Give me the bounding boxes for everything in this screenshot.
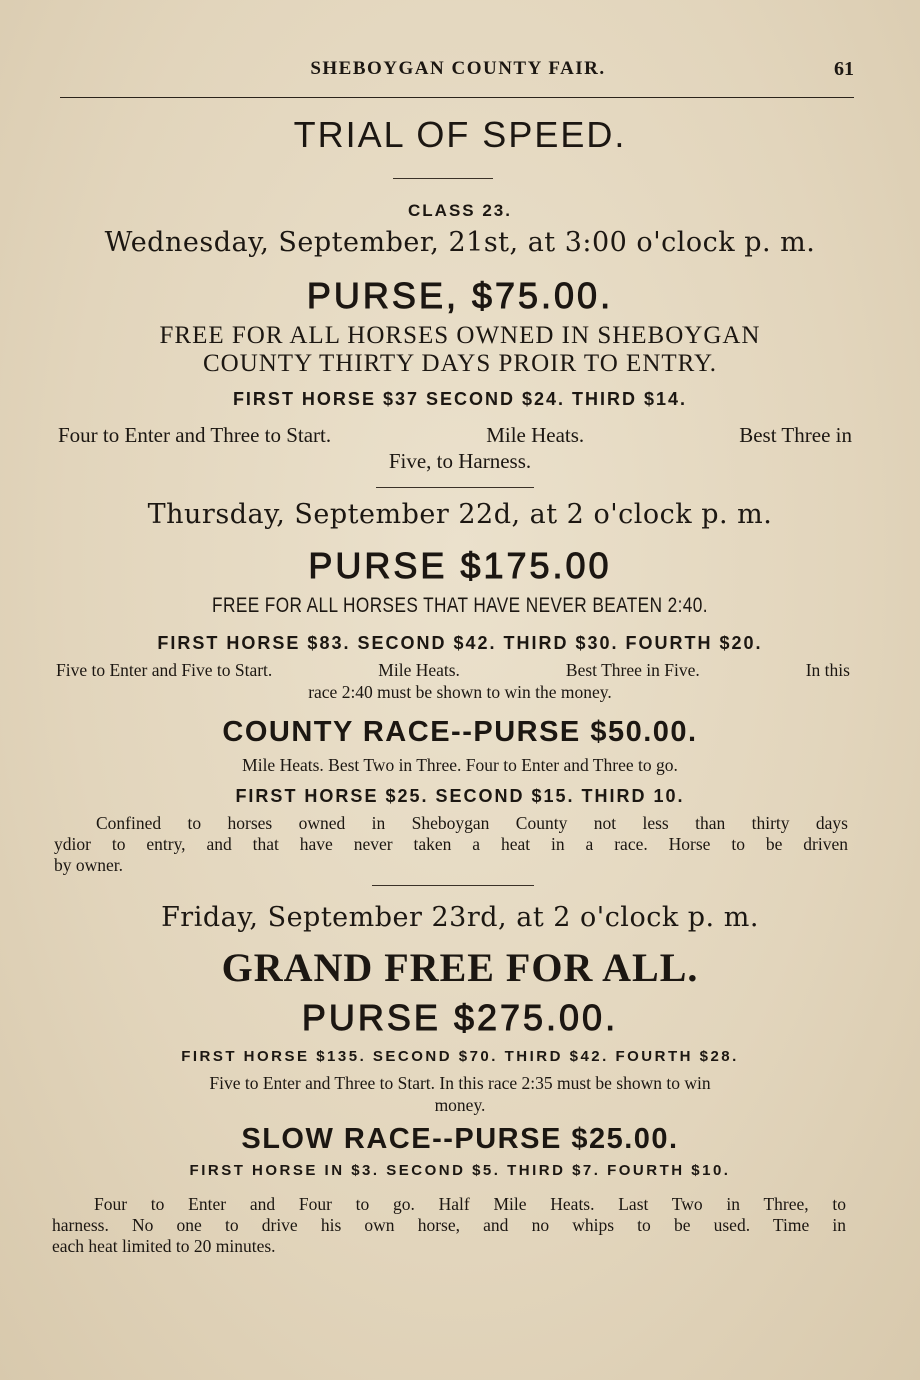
thursday-terms-best: Best Three in Five.: [565, 660, 700, 680]
title-divider: [393, 178, 493, 179]
thursday-terms-line-1: [56, 660, 850, 681]
friday-terms-line-2: money.: [434, 1095, 486, 1115]
county-race-divider: [372, 885, 534, 886]
page-title: TRIAL OF SPEED.: [293, 114, 627, 155]
county-race-note-line-2: ydior to entry, and that have never taken a heat in a race. Horse to be driven: [54, 834, 848, 854]
county-race-note-line-1: Confined to horses owned in Sheboygan County not less than thirty days: [96, 813, 848, 833]
wednesday-divider: [376, 487, 534, 488]
thursday-terms-line-2: race 2:40 must be shown to win the money.: [308, 682, 612, 702]
running-header: [62, 58, 854, 86]
thursday-day-line: Thursday, September 22d, at 2 o'clock p. m.: [147, 499, 773, 530]
wednesday-condition-line-1: FREE FOR ALL HORSES OWNED IN SHEBOYGAN: [159, 322, 761, 349]
thursday-condition: FREE FOR ALL HORSES THAT HAVE NEVER BEATEN 2:40.: [212, 594, 708, 617]
friday-day-line: Friday, September 23rd, at 2 o'clock p. m.: [161, 902, 759, 933]
slow-race-heading: SLOW RACE--PURSE $25.00.: [241, 1123, 679, 1155]
wednesday-terms-line-2: Five, to Harness.: [388, 449, 532, 473]
slow-race-note-line-3: each heat limited to 20 minutes.: [52, 1236, 276, 1256]
wednesday-terms-best: Best Three in: [739, 423, 852, 447]
thursday-terms-entry: Five to Enter and Five to Start.: [56, 660, 273, 680]
wednesday-terms-heats: Mile Heats.: [486, 423, 585, 447]
slow-race-note-line-2: harness. No one to drive his own horse, and no whips to be used. Time in: [52, 1215, 846, 1235]
thursday-prizes: FIRST HORSE $83. SECOND $42. THIRD $30. FOURTH $20.: [157, 633, 763, 653]
thursday-terms-tail: In this: [805, 660, 850, 680]
county-race-note-line-3: by owner.: [54, 855, 124, 875]
friday-terms-line-1: Five to Enter and Three to Start. In this race 2:35 must be shown to win: [209, 1073, 711, 1093]
running-title: SHEBOYGAN COUNTY FAIR.: [310, 58, 606, 79]
page-number: 61: [834, 58, 854, 80]
wednesday-prizes: FIRST HORSE $37 SECOND $24. THIRD $14.: [232, 389, 688, 409]
header-rule: [60, 97, 854, 98]
friday-purse: PURSE $275.00.: [301, 997, 619, 1038]
slow-race-note: [52, 1194, 846, 1257]
thursday-terms-heats: Mile Heats.: [378, 660, 460, 680]
county-race-terms: Mile Heats. Best Two in Three. Four to Enter and Three to go.: [242, 755, 678, 775]
class-label: CLASS 23.: [408, 201, 512, 220]
wednesday-terms-entry: Four to Enter and Three to Start.: [58, 423, 332, 447]
thursday-purse: PURSE $175.00: [308, 545, 612, 586]
friday-grand-heading: GRAND FREE FOR ALL.: [221, 945, 699, 990]
friday-prizes: FIRST HORSE $135. SECOND $70. THIRD $42. FOURTH $28.: [181, 1048, 739, 1065]
slow-race-note-line-1: Four to Enter and Four to go. Half Mile Heats. Last Two in Three, to: [94, 1194, 846, 1214]
county-race-heading: COUNTY RACE--PURSE $50.00.: [222, 716, 698, 748]
wednesday-day-line: Wednesday, September, 21st, at 3:00 o'clock p. m.: [104, 227, 816, 258]
county-race-note: [54, 813, 848, 876]
county-race-prizes: FIRST HORSE $25. SECOND $15. THIRD 10.: [235, 786, 685, 806]
wednesday-terms-line-1: [58, 423, 852, 448]
slow-race-prizes: FIRST HORSE IN $3. SECOND $5. THIRD $7. FOURTH $10.: [189, 1162, 731, 1179]
wednesday-condition-line-2: COUNTY THIRTY DAYS PROIR TO ENTRY.: [202, 350, 718, 377]
wednesday-purse: PURSE, $75.00.: [306, 275, 614, 316]
